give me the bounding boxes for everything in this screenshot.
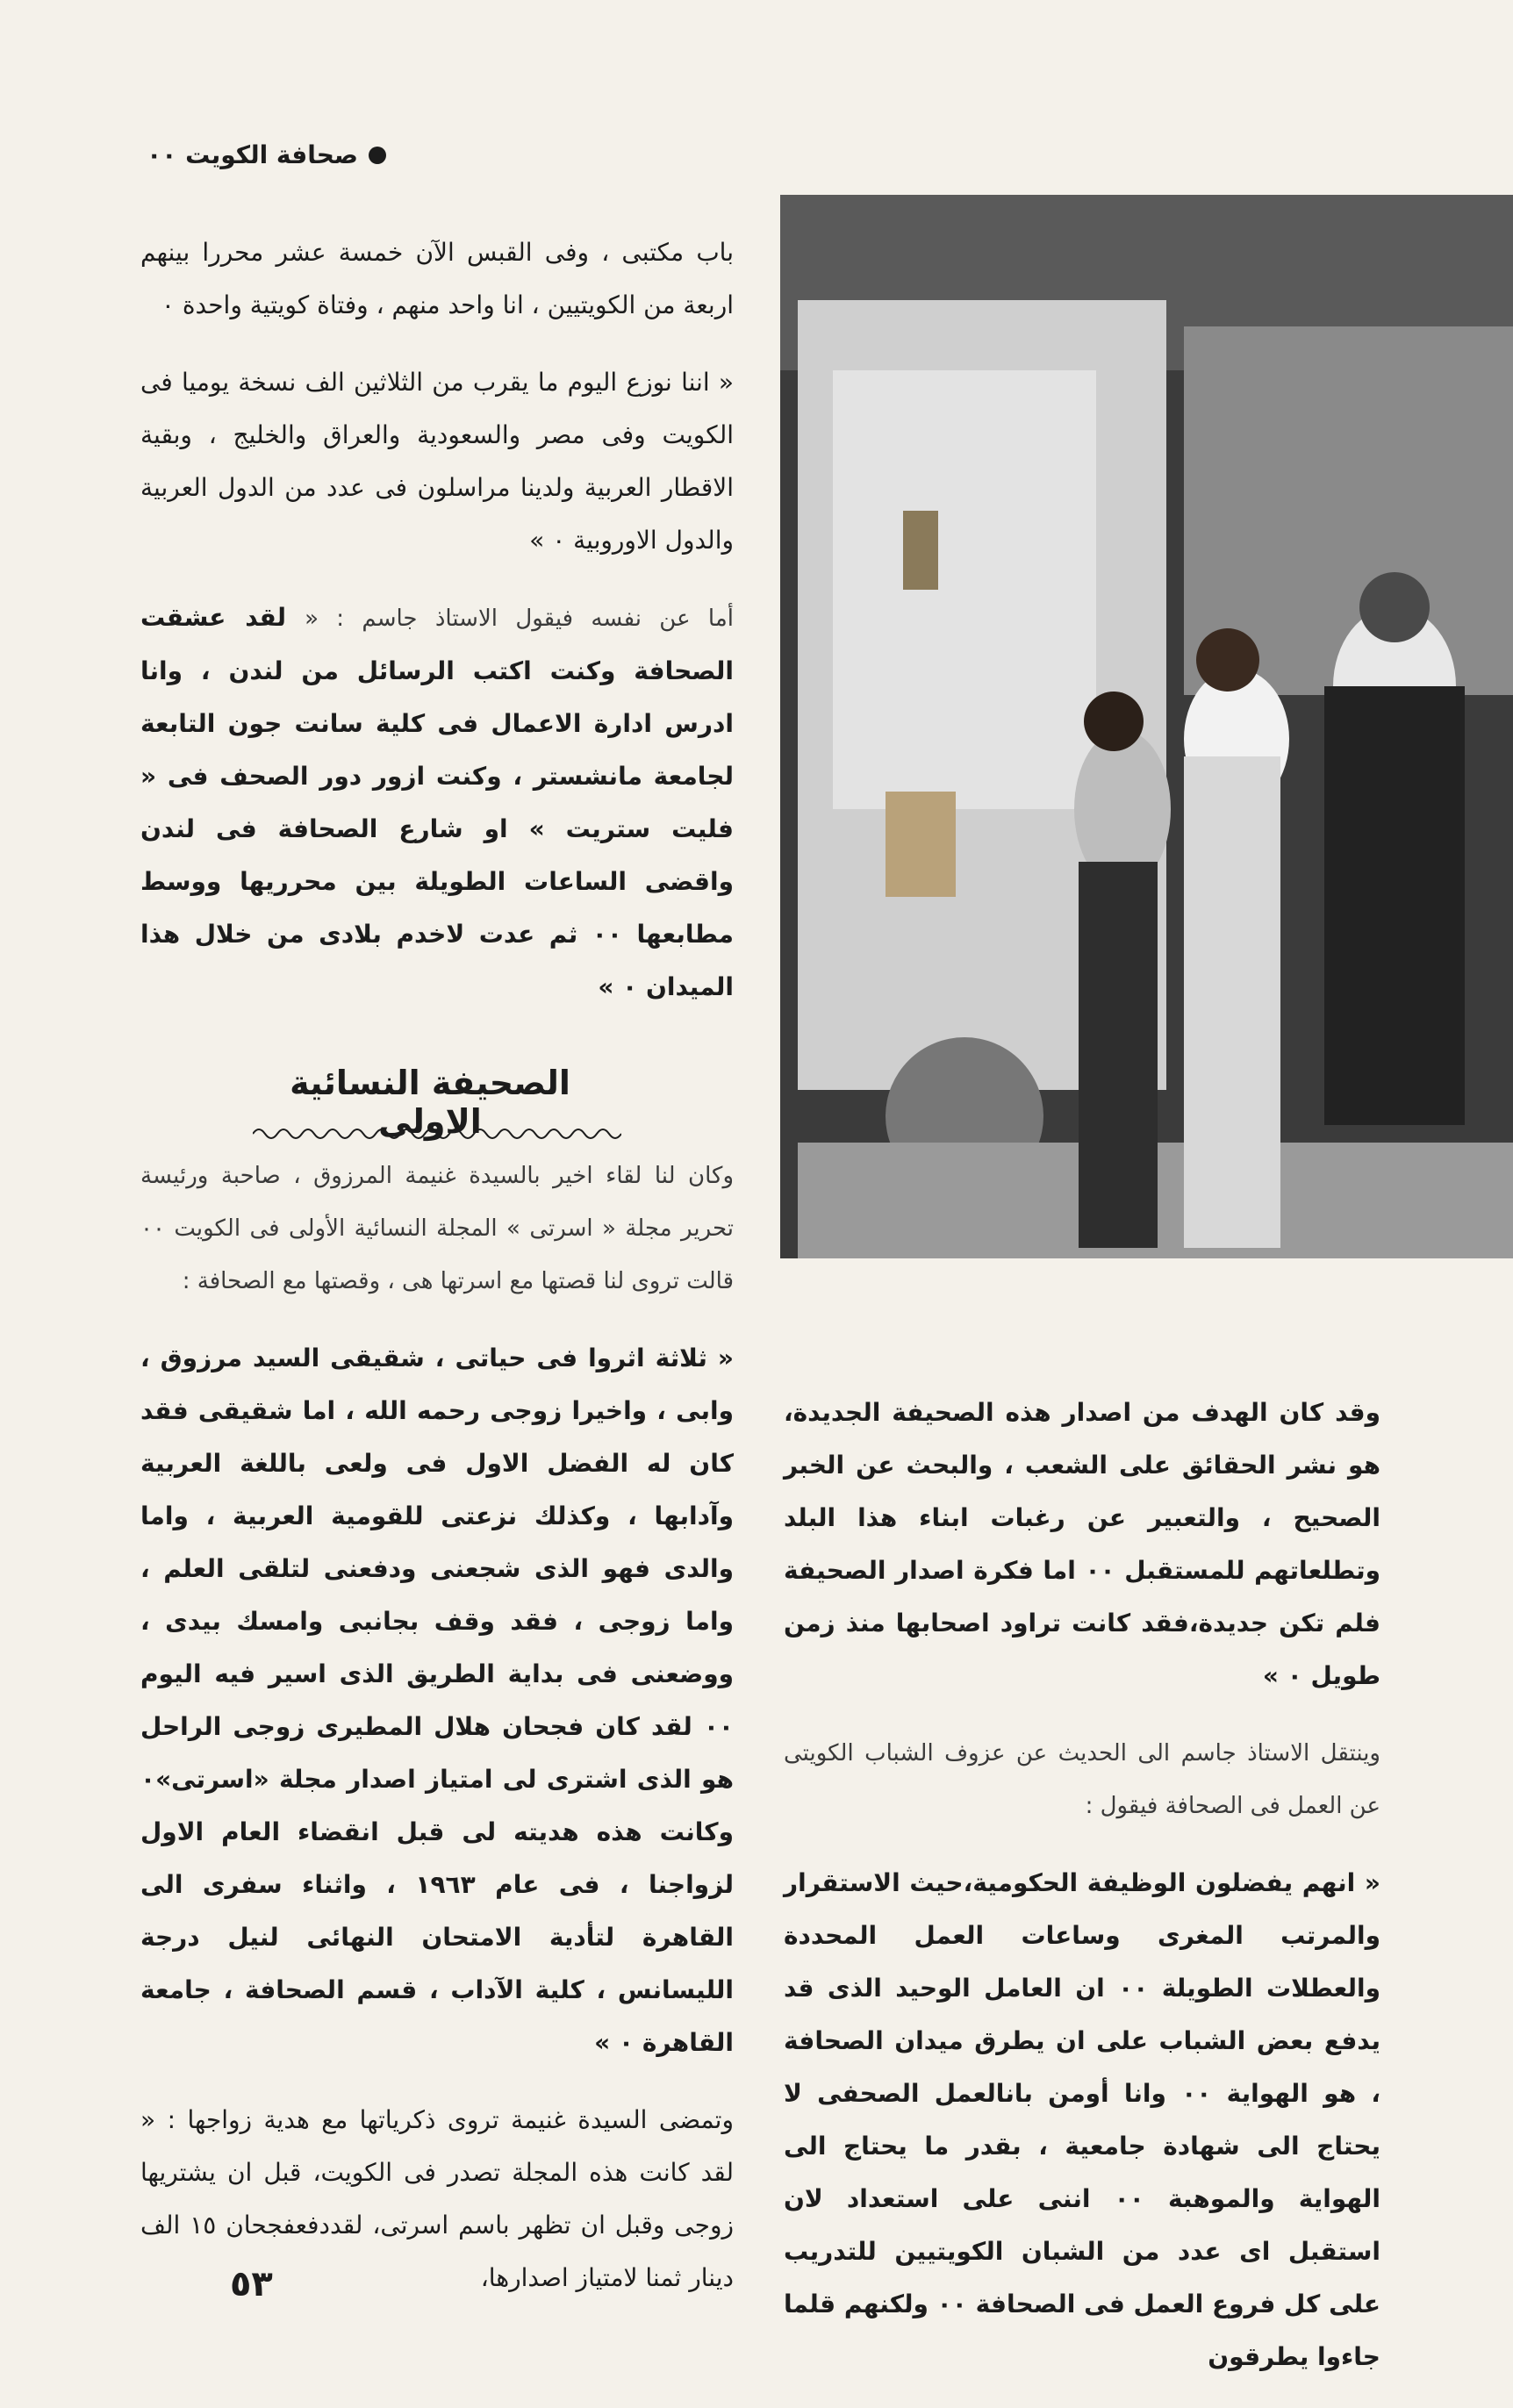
paragraph: وقد كان الهدف من اصدار هذه الصحيفة الجديدة، هو نشر الحقائق على الشعب ، والبحث عن الخبر الصحيح ، والتعبير عن رغبات ابناء هذا البلد وتطلعاتهم للمستقبل ٠٠ اما فكرة اصدار الصحيفة فلم تكن جديدة،فقد كانت تراود اصحابها منذ زمن طويل ٠ » bbox=[784, 1398, 1380, 1690]
header-title: صحافة الكويت ٠٠ bbox=[147, 140, 358, 169]
left-column-top bbox=[140, 226, 734, 1038]
running-header bbox=[140, 140, 386, 169]
paragraph-intro: وينتقل الاستاذ جاسم الى الحديث عن عزوف الشباب الكويتى عن العمل فى الصحافة فيقول : bbox=[784, 1740, 1380, 1819]
bullet-icon bbox=[369, 147, 386, 164]
paragraph: « اننا نوزع اليوم ما يقرب من الثلاثين الف نسخة يوميا فى الكويت وفى مصر والسعودية والعراق والخليج ، وبقية الاقطار العربية ولدينا مراسلون فى عدد من الدول العربية والدول الاوروبية ٠ » bbox=[140, 368, 734, 555]
right-column bbox=[784, 1387, 1380, 2408]
paragraph-intro: أما عن نفسه فيقول الاستاذ جاسم : « bbox=[305, 606, 735, 632]
paragraph bbox=[140, 591, 734, 1014]
paragraph-quote: « انهم يفضلون الوظيفة الحكومية،حيث الاستقرار والمرتب المغرى وساعات العمل المحددة والعطلات الطويلة ٠٠ ان العامل الوحيد الذى قد يدفع بعض الشباب على ان يطرق ميدان الصحافة ، هو الهواية ٠٠ وانا أومن بانالعمل الصحفى لا يحتاج الى شهادة جامعية ، بقدر ما يحتاج الى الهواية والموهبة ٠٠ اننى على استعداد لان استقبل اى عدد من الشبان الكويتيين للتدريب على كل فروع العمل فى الصحافة ٠٠ ولكنهم قلما جاءوا يطرقون bbox=[784, 1868, 1381, 2371]
paragraph-quote: « ثلاثة اثروا فى حياتى ، شقيقى السيد مرزوق ، وابى ، واخيرا زوجى رحمه الله ، اما شقيقى فقد كان له الفضل الاول فى ولعى باللغة العربية وآدابها ، وكذلك نزعتى للقومية العربية ، واما والدى فهو الذى شجعنى ودفعنى لتلقى العلم ، واما زوجى ، فقد وقف بجانبى وامسك بيدى ، ووضعنى فى بداية الطريق الذى اسير فيه اليوم ٠٠ لقد كان فجحان هلال المطيرى زوجى الراحل هو الذى اشترى لى امتياز اصدار مجلة «اسرتى»٠ وكانت هذه هديته لى قبل انقضاء العام الاول لزواجنا ، فى عام ١٩٦٣ ، واثناء سفرى الى القاهرة لتأدية الامتحان النهائى لنيل درجة الليسانس ، كلية الآداب ، قسم الصحافة ، جامعة القاهرة ٠ » bbox=[140, 1344, 735, 2057]
press-photo-icon bbox=[780, 195, 1513, 1258]
paragraph: وكان لنا لقاء اخير بالسيدة غنيمة المرزوق ، صاحبة ورئيسة تحرير مجلة « اسرتى » المجلة النسائية الأولى فى الكويت ٠٠ قالت تروى لنا قصتها مع اسرتها هى ، وقصتها مع الصحافة : bbox=[140, 1163, 734, 1294]
paragraph: باب مكتبى ، وفى القبس الآن خمسة عشر محررا بينهم اربعة من الكويتيين ، انا واحد منهم ، وفتاة كويتية واحدة ٠ bbox=[140, 238, 734, 319]
paragraph-quote: لقد عشقت الصحافة وكنت اكتب الرسائل من لندن ، وانا ادرس ادارة الاعمال فى كلية سانت جون التابعة لجامعة مانشستر ، وكنت ازور دور الصحف فى « فليت ستريت » او شارع الصحافة فى لندن واقضى الساعات الطويلة بين محرريها ووسط مطابعها ٠٠ ثم عدت لاخدم بلادى من خلال هذا الميدان ٠ » bbox=[140, 603, 734, 1001]
section-title: الصحيفة النسائية الاولى bbox=[290, 1064, 570, 1141]
left-column-bottom bbox=[140, 1150, 734, 2329]
paragraph: وتمضى السيدة غنيمة تروى ذكرياتها مع هدية زواجها : « لقد كانت هذه المجلة تصدر فى الكويت، قبل ان يشتريها زوجى وقبل ان تظهر باسم اسرتى، لقددفعفجحان ١٥ الف دينار ثمنا لامتياز اصدارها، bbox=[140, 2105, 734, 2292]
page-number: ٥٣ bbox=[230, 2264, 273, 2304]
wavy-underline-icon bbox=[253, 1123, 621, 1144]
press-photo bbox=[780, 195, 1513, 1258]
